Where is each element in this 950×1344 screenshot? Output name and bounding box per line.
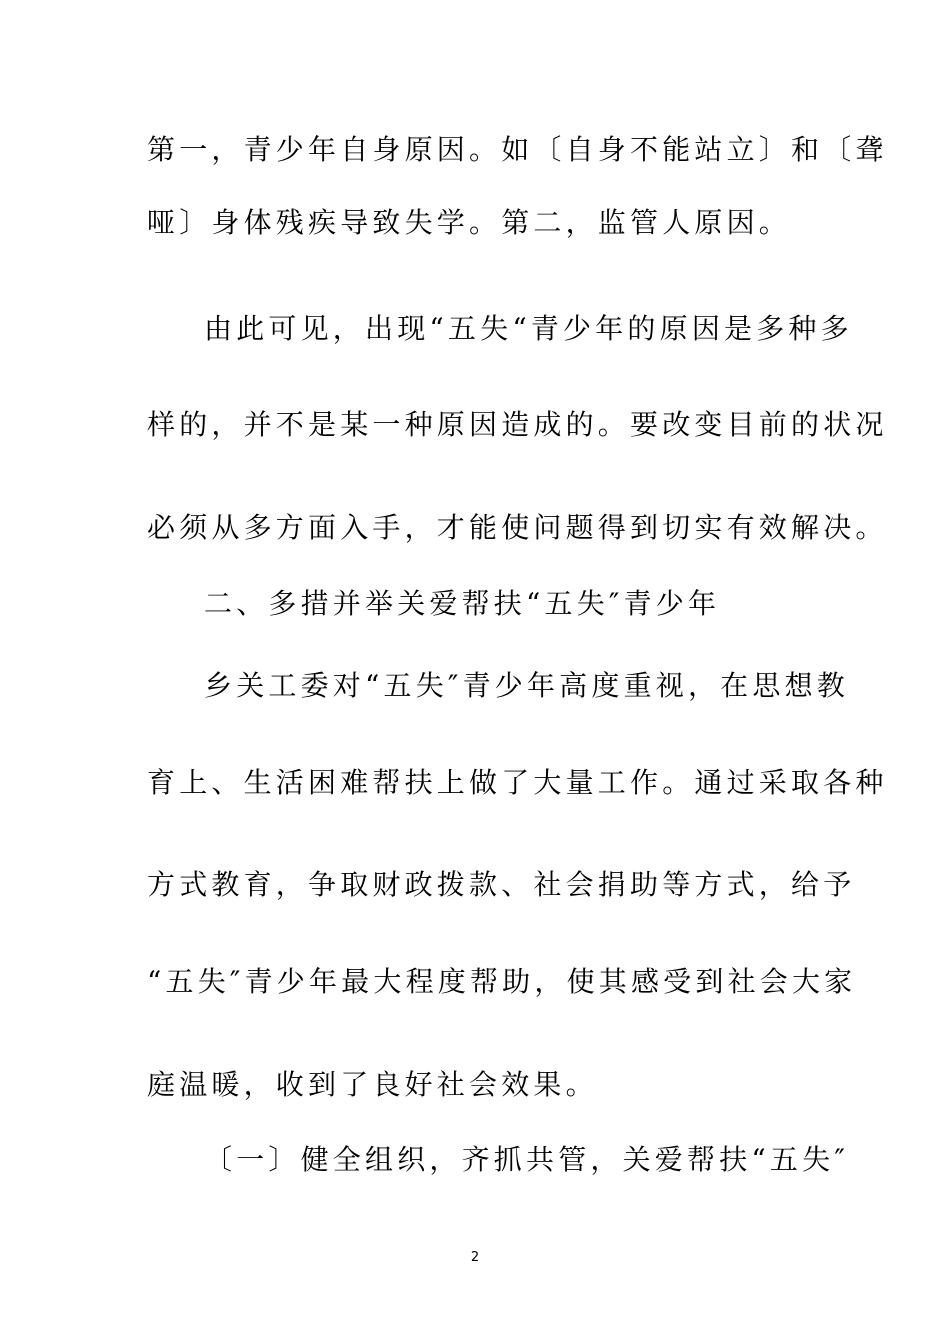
subsection-heading: 〔一〕健全组织，齐抓共管，关爱帮扶“五失″	[204, 1143, 849, 1176]
page-number: 2	[470, 1250, 480, 1265]
body-line-5: 必须从多方面入手，才能使问题得到切实有效解决。	[147, 511, 888, 544]
body-line-10: “五失″青少年最大程度帮助，使其感受到社会大家	[147, 965, 857, 998]
body-line-9: 方式教育，争取财政拨款、社会捐助等方式，给予	[147, 868, 856, 901]
body-line-8: 育上、生活困难帮扶上做了大量工作。通过采取各种	[147, 766, 888, 799]
body-line-4: 样的，并不是某一种原因造成的。要改变目前的状况	[147, 408, 888, 441]
body-line-2: 哑〕身体残疾导致失学。第二，监管人原因。	[147, 206, 792, 239]
body-line-7: 乡关工委对“五失″青少年高度重视，在思想教	[204, 669, 849, 702]
body-line-11: 庭温暖，收到了良好社会效果。	[147, 1068, 598, 1101]
body-line-3: 由此可见，出现“五失“青少年的原因是多种多	[204, 312, 853, 345]
body-line-1: 第一，青少年自身原因。如〔自身不能站立〕和〔聋	[147, 133, 888, 166]
section-heading: 二、多措并举关爱帮扶“五失″青少年	[204, 587, 721, 620]
